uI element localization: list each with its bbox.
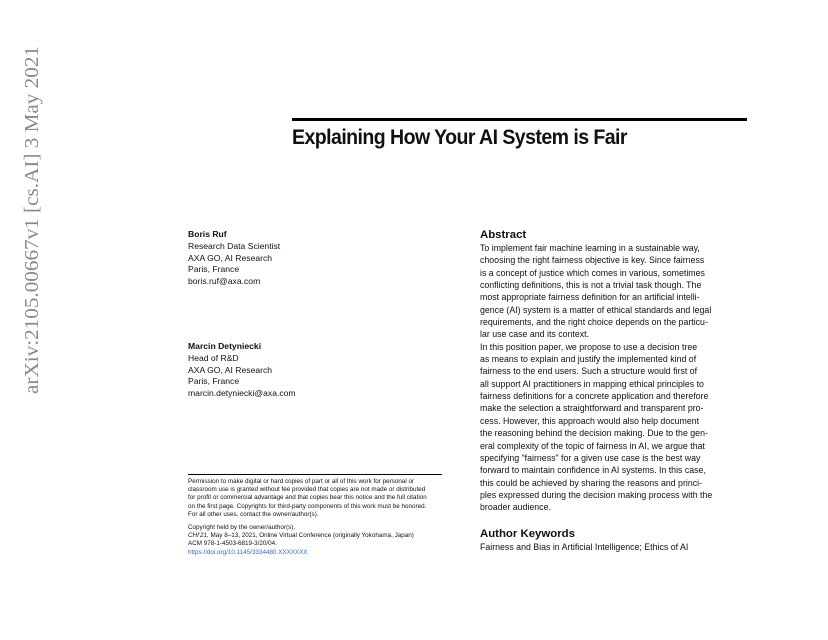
abstract-line: all support AI practitioners in mapping ethical principles to	[480, 378, 704, 389]
author-affiliation: AXA GO, AI Research	[188, 252, 273, 263]
abstract-line: this could be achieved by sharing the reasons and princi-	[480, 477, 703, 488]
conference-name: CHI'21,	[188, 532, 209, 540]
abstract-line: broader audience.	[480, 502, 551, 513]
arxiv-identifier-stamp	[14, 40, 44, 400]
abstract-line: the reasoning behind the decision making. Due to the gen-	[480, 428, 708, 439]
title-rule	[292, 118, 747, 121]
abstract-line: make the selection a straightforward and transparent pro-	[480, 403, 704, 414]
abstract-line: eral complexity of the topic of fairness in AI, we argue that	[480, 440, 705, 451]
abstract-line: To implement fair machine learning in a sustainable way,	[480, 243, 700, 253]
abstract-line: specifying "fairness" for a given use case is the best way	[480, 452, 701, 463]
author-role: Research Data Scientist	[188, 240, 281, 251]
abstract-line: lar use case and its context.	[480, 329, 590, 340]
abstract-heading: Abstract	[480, 229, 527, 241]
copyright-line: Copyright held by the owner/author(s).	[188, 524, 296, 532]
author-name: Marcin Detyniecki	[188, 341, 262, 351]
abstract-line: fairness definitions for a concrete application and therefore	[480, 391, 709, 402]
abstract-line: gence (AI) system is a matter of ethical standards and legal	[480, 304, 712, 315]
author-block-1	[188, 229, 438, 288]
abstract-line: In this position paper, we propose to use a decision tree	[480, 341, 698, 352]
acm-isbn: ACM 978-1-4503-6819-3/20/04.	[188, 540, 277, 548]
author-block-2	[188, 341, 438, 400]
abstract-line: forward to maintain confidence in AI systems. In this case,	[480, 465, 706, 476]
paper-title: Explaining How Your AI System is Fair	[292, 126, 627, 149]
keywords-heading: Author Keywords	[480, 528, 575, 540]
doi-link[interactable]: https://doi.org/10.1145/3334480.XXXXXXX	[188, 548, 308, 556]
abstract-line: most appropriate fairness definition for an artificial intelli-	[480, 292, 700, 303]
permission-line: classroom use is granted without fee provided that copies are not made or distributed	[188, 486, 426, 494]
conference-line	[188, 532, 458, 540]
abstract-line: is a concept of justice which comes in various, sometimes	[480, 267, 705, 278]
abstract-line: ples expressed during the decision making process with the	[480, 489, 713, 500]
abstract-line: choosing the right fairness objective is key. Since fairness	[480, 255, 705, 266]
abstract-line: cess. However, this approach would also help document	[480, 415, 700, 426]
author-location: Paris, France	[188, 264, 240, 275]
keywords-text: Fairness and Bias in Artificial Intelligence; Ethics of AI	[480, 542, 689, 552]
keywords-section	[480, 528, 750, 553]
abstract-line: fairness to the end users. Such a structure would first of	[480, 366, 698, 377]
arxiv-identifier-text: arXiv:2105.00667v1 [cs.AI] 3 May 2021	[22, 73, 43, 394]
author-location: Paris, France	[188, 376, 240, 387]
abstract-section	[480, 229, 750, 514]
permission-line: for profit or commercial advantage and that copies bear this notice and the full citation	[188, 494, 427, 502]
author-email: marcin.detyniecki@axa.com	[188, 388, 296, 399]
permission-notice	[188, 478, 458, 557]
author-affiliation: AXA GO, AI Research	[188, 364, 273, 375]
permission-line: Permission to make digital or hard copies of part or all of this work for personal or	[188, 478, 415, 485]
permission-line: on the first page. Copyrights for third-party components of this work must be honored.	[188, 502, 427, 510]
abstract-line: requirements, and the right choice depends on the particu-	[480, 317, 708, 328]
abstract-line: as means to explain and justify the implemented kind of	[480, 354, 697, 365]
author-name: Boris Ruf	[188, 229, 227, 239]
permission-line: For all other uses, contact the owner/author(s).	[188, 510, 319, 518]
author-email: boris.ruf@axa.com	[188, 276, 261, 287]
conference-details: May 8–13, 2021, Online Virtual Conference (originally Yokohama, Japan)	[208, 532, 414, 540]
abstract-line: conflicting definitions, this is not a trivial task though. The	[480, 280, 702, 291]
abstract-body	[480, 242, 750, 514]
author-role: Head of R&D	[188, 352, 239, 363]
permission-rule	[188, 474, 442, 475]
